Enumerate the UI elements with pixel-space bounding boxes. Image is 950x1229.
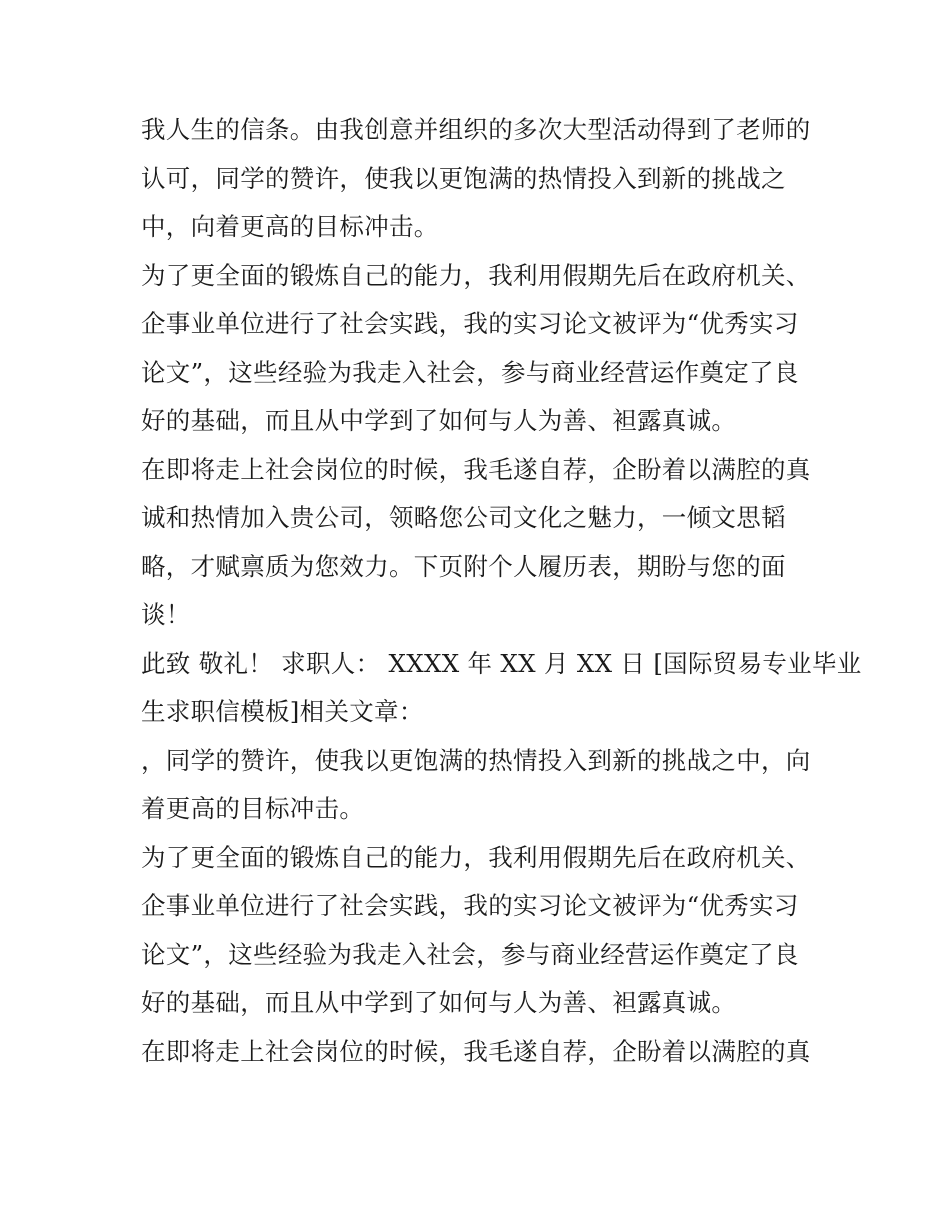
text-line: ，同学的赞许，使我以更饱满的热情投入到新的挑战之中，向 [141,745,811,775]
text-line: 生求职信模板]相关文章： [141,697,424,726]
text-line: 企事业单位进行了社会实践，我的实习论文被评为“优秀实习 [141,891,799,920]
text-line: 论文”，这些经验为我走入社会，参与商业经营运作奠定了良 [141,357,799,387]
text-line: 此致 敬礼！ 求职人： XXXX 年 XX 月 XX 日 [国际贸易专业毕业 [141,648,862,678]
text-line: 着更高的目标冲击。 [141,794,365,823]
text-line: 论文”，这些经验为我走入社会，参与商业经营运作奠定了良 [141,939,799,969]
text-line: 认可，同学的赞许，使我以更饱满的热情投入到新的挑战之 [141,163,786,193]
document-body [141,106,862,1076]
text-line: 中，向着更高的目标冲击。 [141,212,439,241]
text-line: 为了更全面的锻炼自己的能力，我利用假期先后在政府机关、 [141,260,811,290]
text-line: 企事业单位进行了社会实践，我的实习论文被评为“优秀实习 [141,309,799,338]
text-line: 在即将走上社会岗位的时候，我毛遂自荐，企盼着以满腔的真 [141,1036,811,1066]
text-line: 在即将走上社会岗位的时候，我毛遂自荐，企盼着以满腔的真 [141,454,811,484]
text-line: 我人生的信条。由我创意并组织的多次大型活动得到了老师的 [141,115,811,144]
text-line: 略，才赋禀质为您效力。下页附个人履历表，期盼与您的面 [141,551,786,581]
text-line: 好的基础，而且从中学到了如何与人为善、袒露真诚。 [141,406,737,435]
text-line: 诚和热情加入贵公司，领略您公司文化之魅力，一倾文思韬 [141,503,786,532]
text-line: 为了更全面的锻炼自己的能力，我利用假期先后在政府机关、 [141,842,811,872]
text-line: 谈！ [141,600,191,629]
text-line: 好的基础，而且从中学到了如何与人为善、袒露真诚。 [141,988,737,1017]
